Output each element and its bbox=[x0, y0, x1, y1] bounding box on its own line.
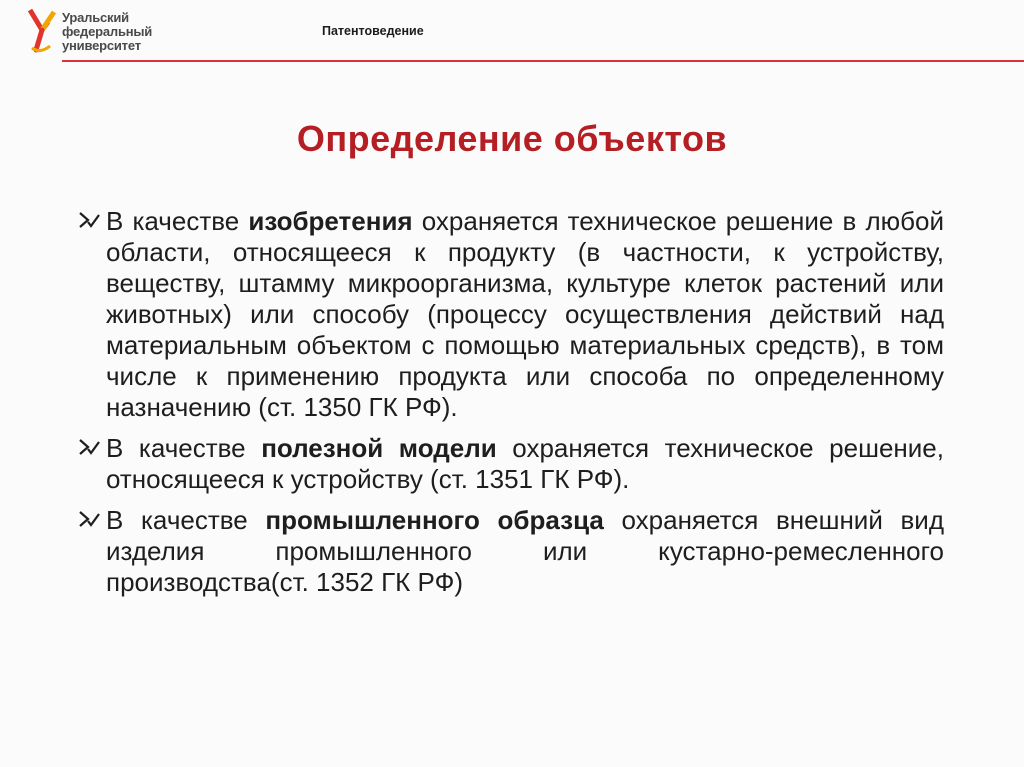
bullet-body: охраняется внешний вид изделия промышленного или кустарно-ремесленного производства(ст. 1352 ГК РФ) bbox=[106, 505, 944, 597]
header-divider bbox=[62, 60, 1024, 62]
bullet-term: изобретения bbox=[248, 206, 413, 236]
bullet-text bbox=[106, 505, 944, 598]
university-logo bbox=[28, 8, 178, 58]
university-line-2: федеральный bbox=[62, 24, 153, 39]
bullet-body: охраняется техническое решение, относящееся к устройству (ст. 1351 ГК РФ). bbox=[106, 433, 944, 494]
bullet-list bbox=[76, 206, 944, 608]
course-title: Патентоведение bbox=[322, 24, 424, 38]
bullet-body: охраняется техническое решение в любой области, относящееся к продукту (в частности, к устройству, веществу, штамму микроорганизма, культуре клеток растений или животных) или способу (процессу осуществления действий над материальным объектом с помощью материальных средств), в том числе к применению продукта или способа по определенному назначению (ст. 1350 ГК РФ). bbox=[106, 206, 944, 422]
bullet-prefix: В качестве bbox=[106, 206, 249, 236]
bullet-item-industrial-design bbox=[76, 505, 944, 598]
slide-title: Определение объектов bbox=[296, 118, 728, 159]
university-line-3: университет bbox=[62, 38, 141, 53]
university-line-1: Уральский bbox=[62, 10, 129, 25]
chevron-check-icon bbox=[76, 207, 102, 233]
urfu-logo-icon bbox=[28, 8, 60, 54]
chevron-check-icon bbox=[76, 506, 102, 532]
bullet-item-invention bbox=[76, 206, 944, 423]
bullet-item-utility-model bbox=[76, 433, 944, 495]
university-name bbox=[62, 11, 152, 53]
chevron-check-icon bbox=[76, 434, 102, 460]
bullet-term: полезной модели bbox=[261, 433, 497, 463]
bullet-text bbox=[106, 206, 944, 423]
bullet-text bbox=[106, 433, 944, 495]
bullet-term: промышленного образца bbox=[265, 505, 604, 535]
bullet-prefix: В качестве bbox=[106, 505, 266, 535]
bullet-prefix: В качестве bbox=[106, 433, 262, 463]
